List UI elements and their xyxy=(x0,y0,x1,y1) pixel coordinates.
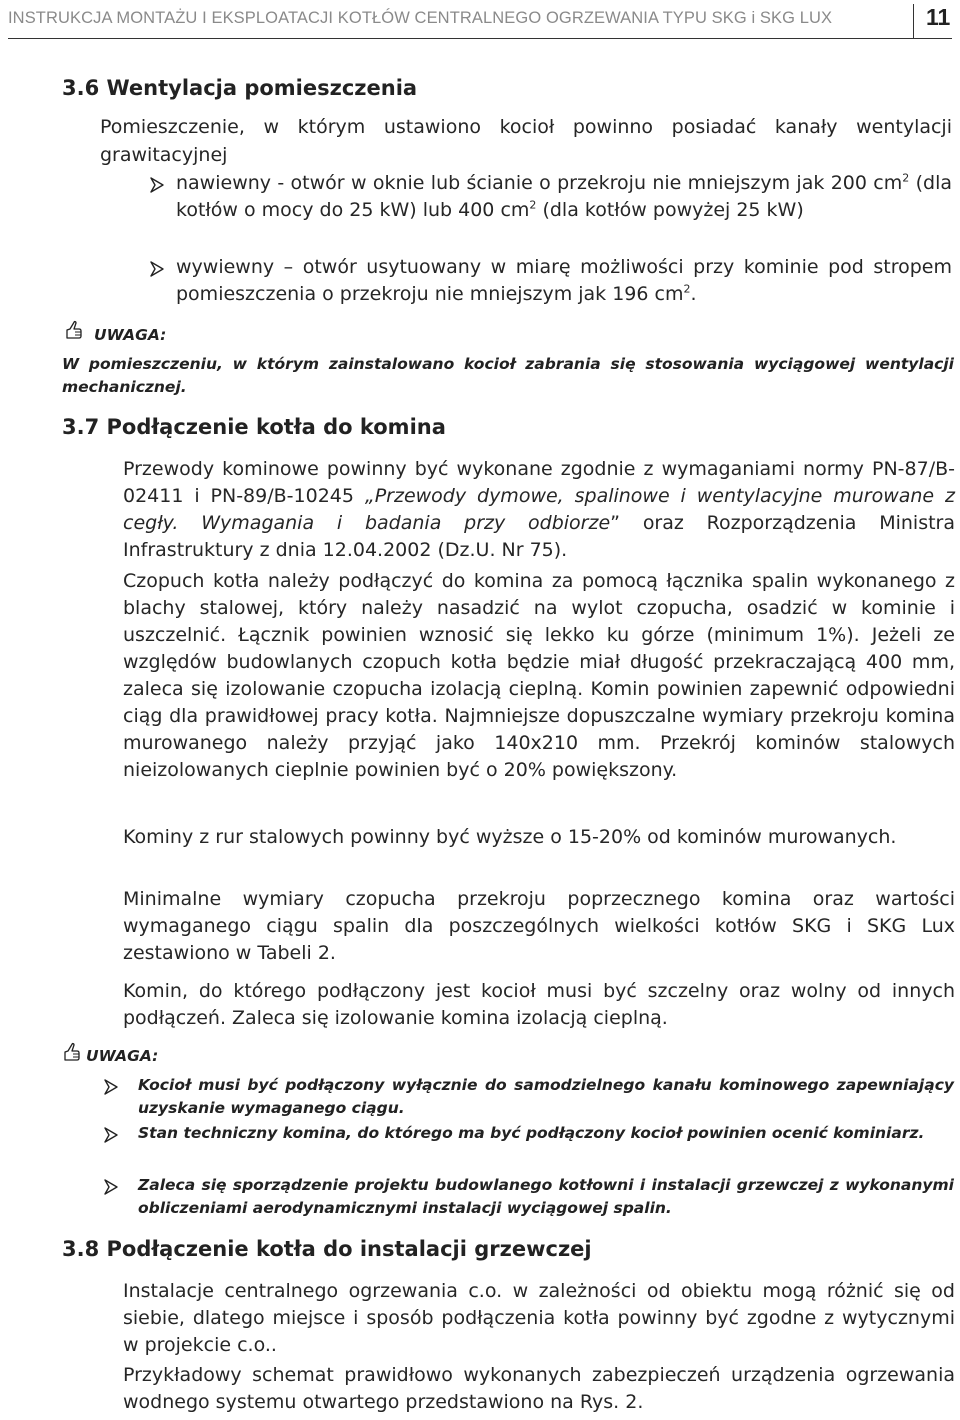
section-3-7-paragraph-2: Czopuch kotła należy podłączyć do komina za pomocą łącznika spalin wykonanego z blachy stalowej, który należy nasadzić na wylot czopucha, osadzić w kominie i uszczelnić. Łącznik powinien wznosić się lekko ku górze (minimum 1%). Jeżeli ze względów budowlanych czopuch kotła będzie miał długość przekraczającą 400 mm, zaleca się izolowanie czopucha izolacją cieplną. Komin powinien zapewnić odpowiedni ciąg dla prawidłowej pracy kotła. Najmniejsze dopuszczalne wymiary przekroju komina murowanego należy przyjąć jako 140x210 mm. Przekrój kominów stalowych nieizolowanych cieplnie powinien być o 20% powiększony. xyxy=(123,570,955,781)
section-3-8-paragraph-1: Instalacje centralnego ogrzewania c.o. w zależności od obiektu mogą różnić się od siebie, dlatego miejsce i sposób podłączenia kotła powinny być zgodne z wytycznymi w projekcie c.o.. xyxy=(123,1280,955,1356)
pointing-hand-icon xyxy=(64,320,86,342)
bullet-arrow-icon xyxy=(150,177,164,193)
warning-item-1: Kocioł musi być podłączony wyłącznie do samodzielnego kanału kominowego zapewniający uzyskanie wymaganego ciągu. xyxy=(138,1076,954,1117)
section-3-7-paragraph-1 xyxy=(123,456,955,564)
bullet-nawiewny xyxy=(176,170,952,224)
superscript: 2 xyxy=(902,171,910,185)
uwaga-label: UWAGA: xyxy=(86,1047,159,1065)
section-3-7-paragraph-3: Kominy z rur stalowych powinny być wyższe o 15-20% od kominów murowanych. xyxy=(123,826,897,848)
bullet-wywiewny-text-a: wywiewny – otwór usytuowany w miarę możliwości przy kominie pod stropem pomieszczenia o przekroju nie mniejszym jak 196 cm xyxy=(176,256,952,305)
section-3-8-paragraph-2: Przykładowy schemat prawidłowo wykonanych zabezpieczeń urządzenia ogrzewania wodnego systemu otwartego przedstawiono na Rys. 2. xyxy=(123,1364,955,1413)
pointing-hand-icon xyxy=(62,1042,84,1064)
uwaga-label: UWAGA: xyxy=(94,326,167,344)
section-3-8-heading: 3.8 Podłączenie kotła do instalacji grzewczej xyxy=(62,1237,592,1261)
page-header xyxy=(8,4,952,34)
bullet-nawiewny-text-c: (dla kotłów powyżej 25 kW) xyxy=(536,199,804,221)
warning-item-3: Zaleca się sporządzenie projektu budowlanego kotłowni i instalacji grzewczej z wykonanymi obliczeniami aerodynamicznymi instalacji wyciągowej spalin. xyxy=(138,1176,954,1217)
paragraph-text: Przewody kominowe powinny być wykonane zgodnie z wymaganiami normy PN-87/B-02411 i PN-89/B-10245 xyxy=(123,458,955,507)
bullet-nawiewny-text-b: (dla kotłów o mocy do 25 kW) lub 400 cm xyxy=(176,172,953,221)
section-3-7-heading: 3.7 Podłączenie kotła do komina xyxy=(62,415,446,439)
section-3-6-heading: 3.6 Wentylacja pomieszczenia xyxy=(62,76,418,100)
warning-text: W pomieszczeniu, w którym zainstalowano kocioł zabrania się stosowania wyciągowej wentylacji mechanicznej. xyxy=(62,355,954,396)
section-3-7-paragraph-4: Minimalne wymiary czopucha przekroju poprzecznego komina oraz wartości wymaganego ciągu spalin dla poszczególnych wielkości kotłów SKG i SKG Lux zestawiono w Tabeli 2. xyxy=(123,888,955,964)
superscript: 2 xyxy=(683,282,691,296)
section-3-6-intro: Pomieszczenie, w którym ustawiono kocioł powinno posiadać kanały wentylacji grawitacyjnej xyxy=(100,116,952,166)
page-number: 11 xyxy=(926,4,951,30)
superscript: 2 xyxy=(529,198,537,212)
header-divider xyxy=(913,4,914,38)
bullet-arrow-icon xyxy=(104,1179,118,1195)
standard-title: „Przewody dymowe, spalinowe i wentylacyjne murowane z cegły. Wymagania i badania przy odbiorze xyxy=(123,485,955,534)
paragraph-text: ” oraz Rozporządzenia Ministra Infrastruktury z dnia 12.04.2002 (Dz.U. Nr 75). xyxy=(123,512,956,561)
warning-item-2: Stan techniczny komina, do którego ma być podłączony kocioł powinien ocenić kominiarz. xyxy=(138,1124,925,1142)
header-title: INSTRUKCJA MONTAŻU I EKSPLOATACJI KOTŁÓW CENTRALNEGO OGRZEWANIA TYPU SKG i SKG LUX xyxy=(8,9,833,27)
bullet-arrow-icon xyxy=(104,1127,118,1143)
bullet-arrow-icon xyxy=(104,1079,118,1095)
header-underline xyxy=(8,38,952,39)
bullet-wywiewny xyxy=(176,254,952,308)
bullet-arrow-icon xyxy=(150,261,164,277)
section-3-7-paragraph-5: Komin, do którego podłączony jest kocioł musi być szczelny oraz wolny od innych podłączeń. Zaleca się izolowanie komina izolacją cieplną. xyxy=(123,980,955,1029)
bullet-wywiewny-text-b: . xyxy=(690,283,697,305)
bullet-nawiewny-text-a: nawiewny - otwór w oknie lub ścianie o przekroju nie mniejszym jak 200 cm xyxy=(176,172,903,194)
